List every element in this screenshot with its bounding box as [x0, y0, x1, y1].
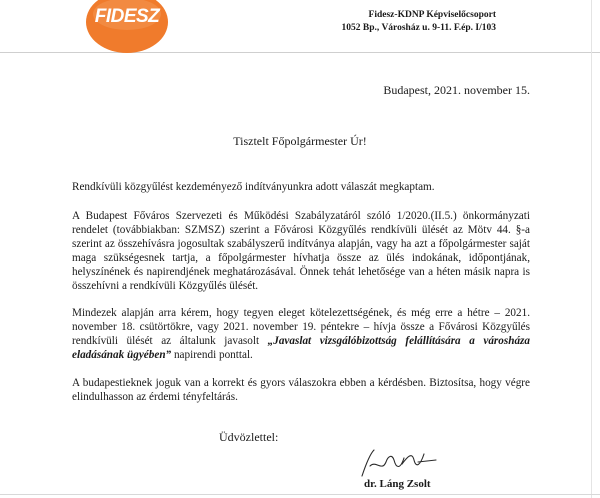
salutation: Tisztelt Főpolgármester Úr! [233, 134, 367, 148]
paragraph-4: A budapestieknek joguk van a korrekt és gyors válaszokra ebben a kérdésben. Biztosítsa, hogy végre elindulhasson az érdemi tényfeltárás. [72, 377, 530, 403]
org-address: 1052 Bp., Városház u. 9-11. F.ép. I/103 [341, 23, 496, 33]
handwritten-signature [352, 446, 442, 482]
frame-line [591, 0, 592, 498]
paragraph-1: Rendkívüli közgyűlést kezdeményező indítványunkra adott válaszát megkaptam. [72, 181, 435, 193]
paragraph-2: A Budapest Főváros Szervezeti és Működési Szabályzatáról szóló 1/2020.(II.5.) önkormányzati rendelet (továbbiakban: SZMSZ) szerint a Fővárosi Közgyűlés rendkívüli ülését az Mötv 44. §-a szerint az összehívásra jogosultak szabályszerű indítványa alapján, vagy ha azt a főpolgármester saját maga szükségesnek tartja, a főpolgármester hívhatja össze az ülés indokának, időpontjának, helyszínének és napirendjének meghatározásával. Önnek tehát lehetősége van a héten másik napra is összehívni a rendkívüli Közgyűlés ülését. [72, 210, 530, 292]
paragraph-3 [72, 306, 530, 362]
fidesz-logo [85, 0, 169, 58]
logo-text: FIDESZ [94, 6, 160, 27]
paragraph-3-text: Mindezek alapján arra kérem, hogy tegyen eleget kötelezettségének, és még erre a hétre – 2021. november 18. csütörtökre, vagy 2021. november 19. péntekre – hívja össze a Fővárosi Közgyűlés rendkívüli ülését az általunk javasolt [72, 307, 530, 347]
organization-header [342, 9, 497, 35]
agenda-item-title: „Javaslat vizsgálóbizottság felállítására a városháza eladásának ügyében” [72, 335, 530, 361]
signatory-name: dr. Láng Zsolt [364, 478, 431, 490]
letter-date: Budapest, 2021. november 15. [383, 83, 530, 97]
footer-rule [0, 494, 600, 495]
closing: Üdvözlettel: [219, 430, 279, 444]
org-name: Fidesz-KDNP Képviselőcsoport [368, 10, 496, 20]
paragraph-3-end: napirendi ponttal. [171, 349, 253, 361]
